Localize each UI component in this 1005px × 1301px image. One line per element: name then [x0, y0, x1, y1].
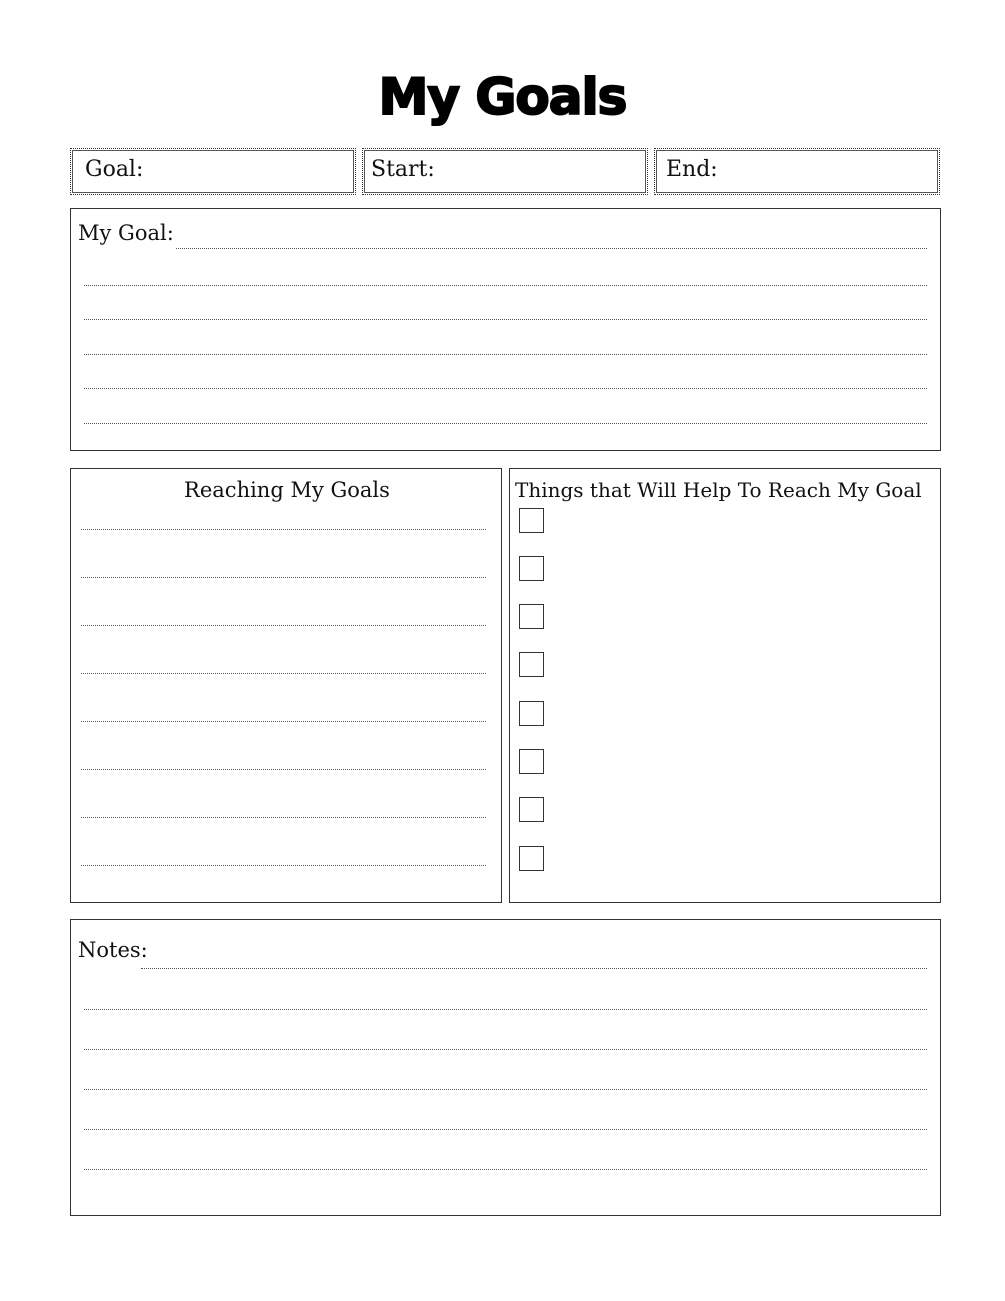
helper-checkbox[interactable] [519, 797, 544, 822]
helper-checkbox[interactable] [519, 846, 544, 871]
my-goal-write-line[interactable] [84, 354, 927, 355]
helper-checkbox[interactable] [519, 604, 544, 629]
my-goal-write-line[interactable] [84, 319, 927, 320]
my-goal-label: My Goal: [78, 221, 174, 245]
helpers-panel [509, 468, 941, 903]
my-goal-write-line[interactable] [176, 248, 927, 249]
notes-write-line[interactable] [84, 1169, 927, 1170]
reaching-goals-write-line[interactable] [81, 577, 486, 578]
start-label: Start: [371, 157, 435, 182]
my-goal-panel [70, 208, 941, 451]
helper-checkbox[interactable] [519, 556, 544, 581]
my-goal-write-line[interactable] [84, 285, 927, 286]
end-field[interactable] [654, 148, 940, 195]
notes-write-line[interactable] [84, 1009, 927, 1010]
notes-panel [70, 919, 941, 1216]
helper-checkbox[interactable] [519, 749, 544, 774]
helper-checkbox[interactable] [519, 701, 544, 726]
start-field[interactable] [362, 148, 648, 195]
helper-checkbox[interactable] [519, 508, 544, 533]
notes-write-line[interactable] [84, 1089, 927, 1090]
goal-field[interactable] [70, 148, 356, 195]
page-title: My Goals [378, 68, 627, 126]
reaching-goals-write-line[interactable] [81, 529, 486, 530]
end-label: End: [666, 157, 718, 182]
notes-write-line[interactable] [141, 968, 927, 969]
reaching-goals-write-line[interactable] [81, 865, 486, 866]
helper-checkbox[interactable] [519, 652, 544, 677]
reaching-goals-write-line[interactable] [81, 817, 486, 818]
reaching-goals-panel [70, 468, 502, 903]
reaching-goals-write-line[interactable] [81, 673, 486, 674]
goal-label: Goal: [85, 157, 144, 182]
helpers-heading: Things that Will Help To Reach My Goal [515, 478, 922, 502]
notes-label: Notes: [78, 938, 148, 962]
reaching-goals-write-line[interactable] [81, 721, 486, 722]
reaching-goals-write-line[interactable] [81, 625, 486, 626]
notes-write-line[interactable] [84, 1129, 927, 1130]
my-goal-write-line[interactable] [84, 388, 927, 389]
notes-write-line[interactable] [84, 1049, 927, 1050]
my-goal-write-line[interactable] [84, 423, 927, 424]
reaching-goals-heading: Reaching My Goals [184, 478, 390, 502]
reaching-goals-write-line[interactable] [81, 769, 486, 770]
